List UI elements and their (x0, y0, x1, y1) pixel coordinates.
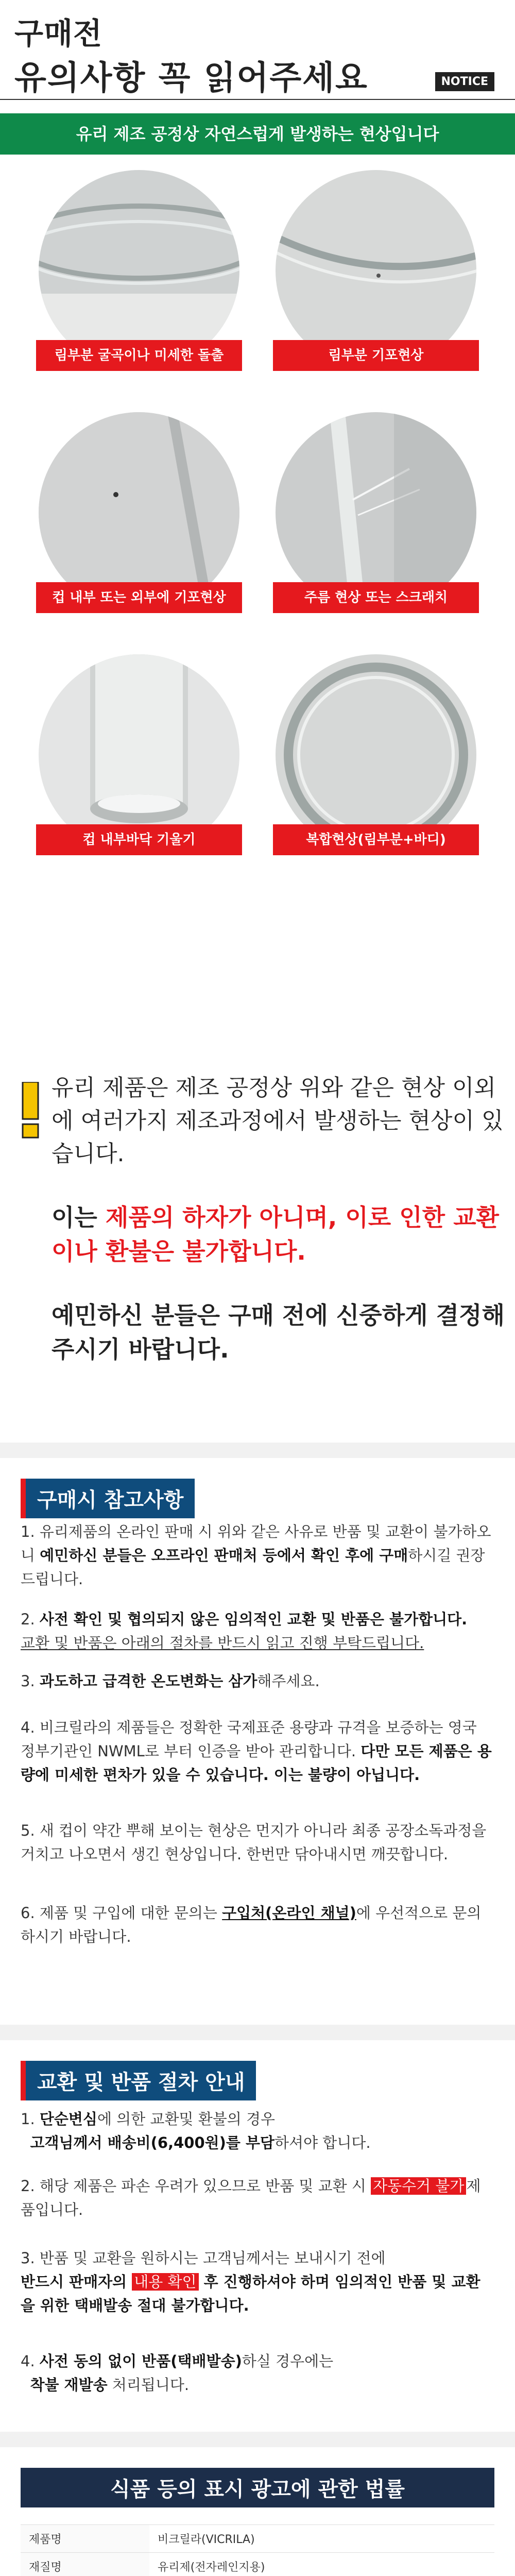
section-separator (0, 2432, 515, 2447)
exchange-item-2 (21, 2174, 494, 2222)
text: 하시길 권장드립니다. (21, 1547, 485, 1588)
photo-caption: 림부분 굴곡이나 미세한 돌출 (36, 340, 242, 371)
text: 3. 반품 및 교환을 원하시는 고객님께서는 보내시기 전에 (21, 2249, 386, 2267)
purchase-item-5: 5. 새 컵이 약간 뿌해 보이는 현상은 먼지가 아니라 최종 공장소독과정을 거치고 나오면서 생긴 현상입니다. 한번만 닦아내시면 깨끗합니다. (21, 1822, 487, 1863)
text: 제품입니다. (21, 2177, 481, 2218)
text: 예민하신 분들은 (40, 1547, 151, 1564)
exchange-item-1 (21, 2107, 494, 2155)
photo-cell (21, 170, 258, 386)
photo-caption: 컵 내부바닥 기울기 (36, 824, 242, 855)
photo-cell (258, 412, 494, 629)
text: 4. (21, 2352, 40, 2370)
text: 하셔야 합니다. (274, 2134, 371, 2151)
photo-caption: 복합현상(림부분+바디) (273, 824, 479, 855)
text: 해주세요. (257, 1672, 320, 1690)
purchase-item-3 (21, 1669, 494, 1693)
title-top: 구매전 (14, 16, 103, 51)
text: 사전 동의 없이 반품(택배발송) (39, 2352, 242, 2370)
text: 과도하고 급격한 온도변화는 삼가 (39, 1672, 258, 1690)
exchange-section (0, 2040, 515, 2432)
photo-cell (21, 412, 258, 629)
table-value: 유리제(전자레인지용) (149, 2553, 494, 2576)
text: 내용 확인 (132, 2273, 198, 2291)
purchase-notes-section (0, 1458, 515, 2025)
text: 오프라인 판매처 등에서 확인 후에 구매 (151, 1547, 408, 1564)
photo-cell (258, 170, 494, 386)
text: 다만 모든 제품은 용량에 미세한 편차가 있을 수 있습니다. 이는 불량이 아닙니다. (21, 1742, 492, 1784)
table-row (21, 2525, 494, 2553)
text: 4. 비크릴라의 제품들은 정확한 국제표준 용량과 규격을 보증하는 영국 정부기관인 NWML로 부터 인증을 받아 관리합니다. (21, 1719, 477, 1760)
divider (0, 99, 515, 100)
title-main: 유의사항 꼭 읽어주세요 (14, 59, 368, 97)
exchange-item-3 (21, 2246, 494, 2317)
exclamation-icon (21, 1082, 40, 1139)
text: 자동수거 불가 (371, 2177, 466, 2195)
photo-cell (258, 654, 494, 871)
text: 착불 재발송 (30, 2376, 108, 2394)
purchase-item-2 (21, 1607, 494, 1655)
section-title: 구매시 참고사항 (21, 1479, 195, 1518)
table-row (21, 2553, 494, 2576)
section-separator (0, 1443, 515, 1458)
exchange-item-4 (21, 2349, 494, 2397)
photo-caption: 컵 내부 또는 외부에 기포현상 (36, 582, 242, 613)
notice-emphasis (52, 1200, 505, 1268)
notice-tag: NOTICE (435, 72, 494, 91)
text: 반드시 판매자의 (21, 2273, 132, 2291)
notice-paragraph: 유리 제품은 제조 공정상 위와 같은 현상 이외에 여러가지 제조과정에서 발생하는 현상이 있습니다. (52, 1075, 504, 1167)
purchase-item-4 (21, 1716, 494, 1787)
notice-emphasis-red: 제품의 하자가 아니며, 이로 인한 교환이나 환불은 불가합니다. (52, 1204, 499, 1265)
text: 2. (21, 1611, 40, 1628)
table-value: 비크릴라(VICRILA) (149, 2525, 494, 2553)
section-title: 교환 및 반품 절차 안내 (21, 2061, 256, 2100)
purchase-item-6 (21, 1901, 494, 1948)
text: 교환 및 반품은 아래의 절차를 반드시 읽고 진행 부탁드립니다. (21, 1634, 424, 1652)
photo-caption: 림부분 기포현상 (273, 340, 479, 371)
text: 에 우선적으로 문의하시기 바랍니다. (21, 1904, 482, 1945)
text: 2. 해당 제품은 파손 우려가 있으므로 반품 및 교환 시 (21, 2177, 371, 2195)
photo-cell (21, 654, 258, 871)
text: 1. 유리제품의 온라인 판매 시 위와 같은 사유로 반품 및 교환이 불가하오니 (21, 1523, 491, 1564)
header (0, 0, 515, 118)
text: 에 의한 교환및 환불의 경우 (97, 2110, 275, 2128)
section-title: 식품 등의 표시 광고에 관한 법률 (21, 2468, 494, 2507)
text: 3. (21, 1672, 40, 1690)
table-key: 재질명 (21, 2553, 149, 2576)
text: 고객님께서 배송비(6,400원)를 부담 (30, 2134, 275, 2151)
text: 처리됩니다. (107, 2376, 190, 2394)
text: 후 진행하셔야 하며 임의적인 반품 및 교환을 위한 택배발송 절대 불가합니다. (21, 2273, 480, 2314)
text: 하실 경우에는 (242, 2352, 334, 2370)
label-law-section (0, 2447, 515, 2576)
text: 사전 확인 및 협의되지 않은 임의적인 교환 및 반품은 불가합니다. (39, 1611, 468, 1628)
text: 1. (21, 2110, 40, 2128)
text: 구입처(온라인 채널) (222, 1904, 356, 1922)
purchase-item-1 (21, 1520, 494, 1591)
text: 6. 제품 및 구입에 대한 문의는 (21, 1904, 222, 1922)
table-key: 제품명 (21, 2525, 149, 2553)
product-info-table (21, 2524, 494, 2576)
section-separator (0, 2025, 515, 2040)
text: 단순변심 (39, 2110, 97, 2128)
photo-caption: 주름 현상 또는 스크래치 (273, 582, 479, 613)
green-banner: 유리 제조 공정상 자연스럽게 발생하는 현상입니다 (0, 113, 515, 155)
notice-warning: 예민하신 분들은 구매 전에 신중하게 결정해 주시기 바랍니다. (52, 1301, 505, 1363)
notice-emphasis-lead: 이는 (52, 1204, 106, 1231)
